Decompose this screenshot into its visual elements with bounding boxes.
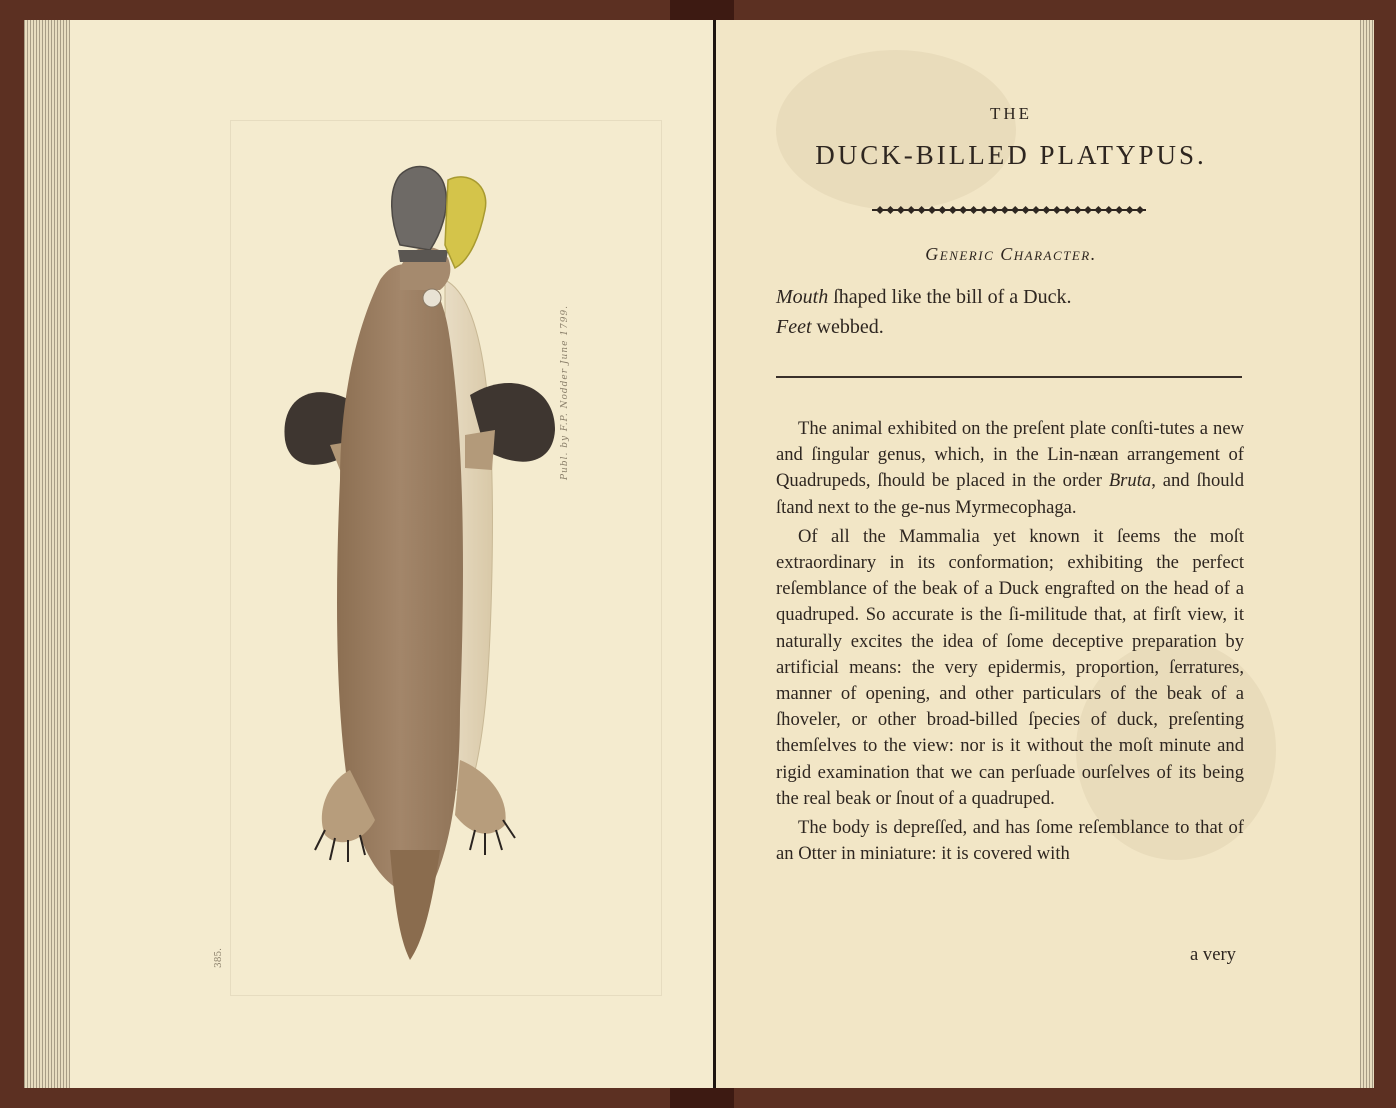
plate-caption: Publ. by F.P. Nodder June 1799. xyxy=(560,304,570,480)
ornament-diamond xyxy=(1094,206,1102,214)
ornament-diamond xyxy=(1084,206,1092,214)
body-text[interactable] xyxy=(776,416,1244,867)
character-term: Mouth xyxy=(776,286,829,308)
character-term: Feet xyxy=(776,316,812,338)
catchword: a very xyxy=(1190,944,1236,965)
generic-character-heading: Generic Character. xyxy=(925,244,1097,264)
plate-number: 385. xyxy=(214,947,224,968)
character-line-feet xyxy=(776,316,884,339)
platypus-illustration xyxy=(270,150,610,970)
ornament-diamond xyxy=(1001,206,1009,214)
paragraph: The animal exhibited on the preſent plate conſti-tutes a new and ſingular genus, which, in the Lin-næan arrangement of Quadrupeds, ſhould be placed in the order Bruta, and ſhould ſtand next to the ge-nus Myrmecophaga. xyxy=(776,418,1245,518)
ornament-diamond xyxy=(1011,206,1019,214)
ornament-diamond xyxy=(1022,206,1030,214)
ornament-diamond xyxy=(1115,206,1123,214)
italic-term: Bruta xyxy=(1108,470,1152,492)
character-line-mouth xyxy=(776,286,1071,309)
spine-notch-bottom xyxy=(670,1088,734,1108)
ornament-diamond xyxy=(918,206,926,214)
ornament-diamond xyxy=(970,206,978,214)
ornament-diamond xyxy=(1032,206,1040,214)
spine-notch-top xyxy=(670,0,734,22)
page-edges-right xyxy=(1360,20,1374,1088)
ornament-diamond xyxy=(1136,206,1144,214)
page-title: DUCK-BILLED PLATYPUS. xyxy=(815,140,1207,170)
ornament-diamond xyxy=(1126,206,1134,214)
ornament-diamond xyxy=(1053,206,1061,214)
ornament-diamond xyxy=(990,206,998,214)
ornament-diamond xyxy=(959,206,967,214)
paragraph: Of all the Mammalia yet known it ſeems the moſt extraordinary in its conformation; exhibiting the perfect reſemblance of the beak of a Duck engrafted on the head of a quadruped. So accurate is the ſi-militude that, at firſt view, it naturally excites the idea of ſome deceptive preparation by artificial means: the very epidermis, proportion, ſerratures, manner of opening, and other particulars of the beak of a ſhoveler, or other broad-billed ſpecies of duck, preſenting themſelves to the view: nor is it without the moſt minute and rigid examination that we can perſuade ourſelves of its being the real beak or ſnout of a quadruped. xyxy=(776,525,1244,809)
ornament-diamond xyxy=(1063,206,1071,214)
ornament-diamond xyxy=(938,206,946,214)
ornament-diamond xyxy=(886,206,894,214)
header-the: THE xyxy=(989,104,1033,123)
ornament-diamond xyxy=(980,206,988,214)
ornament-diamond xyxy=(907,206,915,214)
ornament-diamond xyxy=(949,206,957,214)
ornament-diamond xyxy=(1105,206,1113,214)
ornament-diamond xyxy=(1074,206,1082,214)
ornamental-rule xyxy=(866,202,1152,218)
ornament-diamond xyxy=(1042,206,1050,214)
paragraph: The body is depreſſed, and has ſome reſemblance to that of an Otter in miniature: it is covered with xyxy=(776,817,1244,865)
ornament-diamond xyxy=(897,206,905,214)
foxing-stain xyxy=(776,50,1016,210)
ornament-diamond xyxy=(928,206,936,214)
ornament-diamond xyxy=(876,206,884,214)
character-description: ſhaped like the bill of a Duck. xyxy=(828,286,1072,308)
page-edges-left xyxy=(24,20,70,1088)
character-description: webbed. xyxy=(811,316,884,338)
section-rule xyxy=(776,376,1242,378)
